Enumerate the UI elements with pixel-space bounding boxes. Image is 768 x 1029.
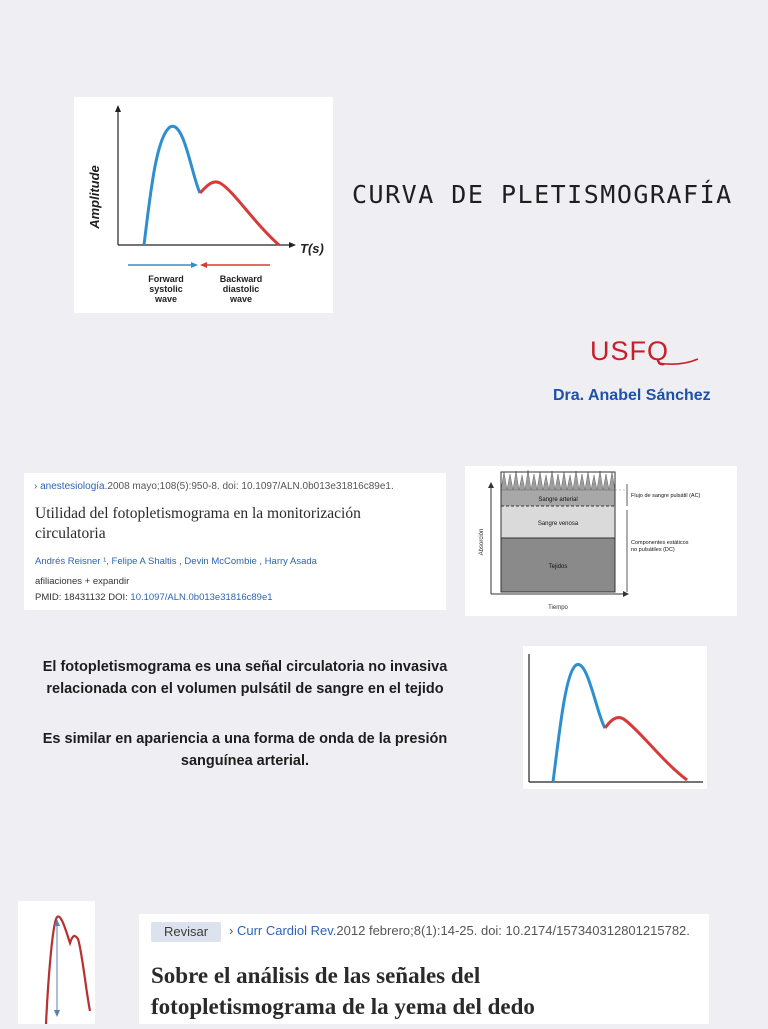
article-breadcrumb-2 (229, 923, 690, 938)
article-card-1[interactable] (24, 473, 446, 610)
description-paragraph-1 (0, 656, 490, 700)
description-line-4: sanguínea arterial. (180, 753, 310, 769)
y-axis-label: Amplitude (87, 165, 102, 229)
label-dc-1: Componentes estáticos (631, 540, 689, 546)
description-line-1: El fotopletismograma es una señal circulatoria no invasiva (42, 659, 448, 675)
amplitude-waveform-figure (74, 97, 333, 313)
absorption-diagram (465, 466, 737, 616)
citation-meta: 2008 mayo;108(5):950-8. doi: 10.1097/ALN.0b013e31816c89e1. (107, 481, 394, 492)
doi-link[interactable]: 10.1097/ALN.0b013e31816c89e1 (130, 592, 273, 603)
diastolic-curve (605, 718, 687, 780)
usfq-logo (588, 335, 700, 371)
affiliations-toggle[interactable]: afiliaciones + expandir (35, 576, 130, 587)
absorption-y-label: Absorción (479, 528, 485, 556)
x-axis-label: T(s) (300, 241, 324, 256)
author-name: Dra. Anabel Sánchez (553, 387, 711, 404)
forward-label-1: Forward (148, 274, 184, 284)
backward-label-2: diastolic (222, 284, 260, 294)
article-card-2[interactable] (139, 914, 709, 1024)
description-line-3: Es similar en apariencia a una forma de onda de la presión (42, 731, 448, 747)
description-paragraph-2 (0, 728, 490, 772)
ppg-waveform-figure (523, 646, 707, 789)
journal-link[interactable]: anestesiología. (40, 481, 108, 492)
systolic-curve (553, 664, 605, 782)
review-badge[interactable]: Revisar (151, 922, 221, 942)
article-breadcrumb (34, 481, 394, 492)
absorption-x-label: Tiempo (548, 605, 568, 611)
author-list[interactable]: Andrés Reisner ¹, Felipe A Shaltis , Devin McCombie , Harry Asada (35, 556, 317, 567)
article-title-line-2: circulatoria (35, 525, 106, 542)
layer-tissue: Tejidos (548, 564, 568, 570)
journal-link-2[interactable]: Curr Cardiol Rev. (236, 923, 337, 938)
citation-meta-2: 2012 febrero;8(1):14-25. doi: 10.2174/157340312801215782. (336, 923, 690, 938)
article-title-line-1: Utilidad del fotopletismograma en la monitorización (35, 505, 361, 522)
forward-label-3: wave (154, 294, 178, 304)
backward-diastolic-curve (200, 182, 279, 245)
chevron-right-icon: › (34, 481, 38, 492)
layer-venous: Sangre venosa (537, 521, 579, 527)
layer-arterial: Sangre arterial (538, 497, 578, 503)
article-title-2[interactable] (151, 960, 535, 1022)
chevron-right-icon: › (229, 923, 234, 938)
forward-label-2: systolic (149, 284, 183, 294)
article-title-2-line-1: Sobre el análisis de las señales del (151, 963, 481, 988)
article-title[interactable] (35, 504, 361, 544)
backward-label-3: wave (229, 294, 253, 304)
fingertip-ppg-figure (18, 901, 95, 1024)
forward-systolic-curve (144, 126, 200, 245)
article-title-2-line-2: fotopletismograma de la yema del dedo (151, 994, 535, 1019)
backward-label-1: Backward (219, 274, 263, 284)
label-ac: Flujo de sangre pulsátil (AC) (631, 493, 701, 499)
pmid-label: PMID: 18431132 DOI: (35, 592, 131, 603)
pmid-doi (35, 592, 273, 603)
page-title: CURVA DE PLETISMOGRAFÍA (352, 180, 733, 209)
description-line-2: relacionada con el volumen pulsátil de sangre en el tejido (46, 681, 444, 697)
logo-text: USFQ (590, 336, 670, 366)
label-dc-2: no pulsátiles (DC) (631, 547, 675, 553)
